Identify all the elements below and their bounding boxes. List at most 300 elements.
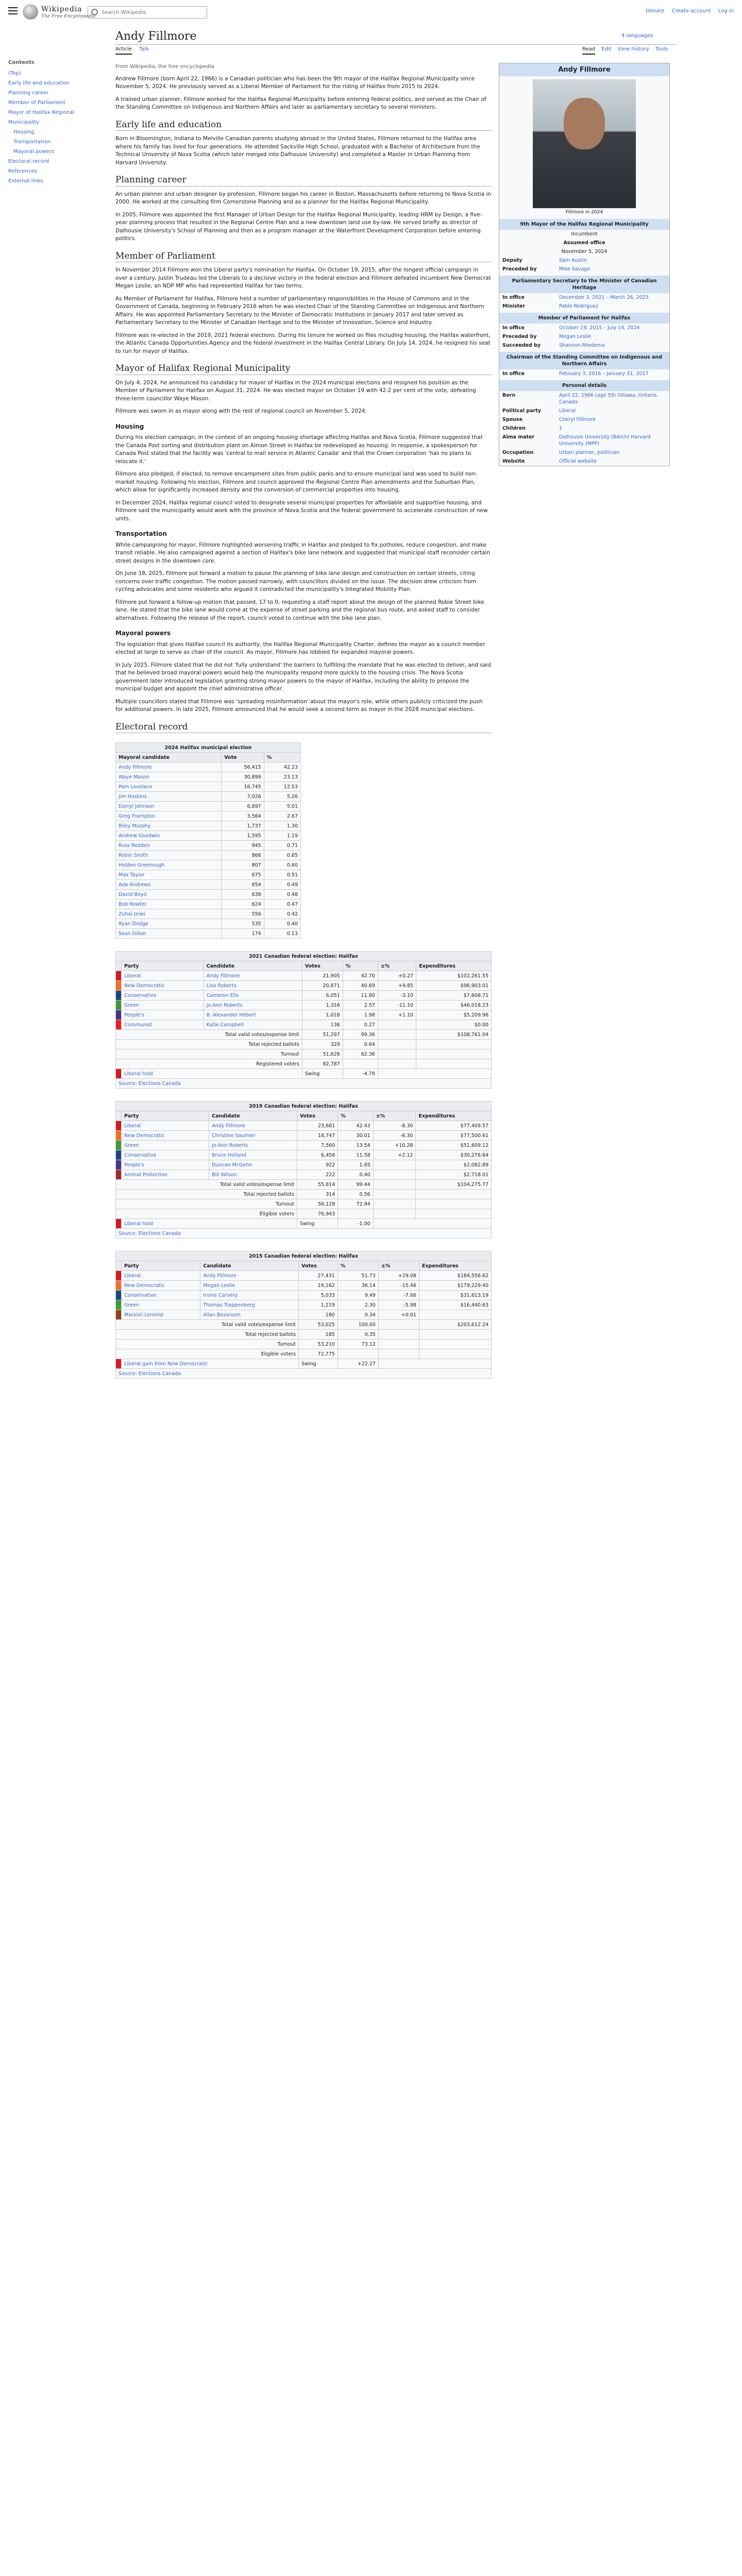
table-cell: 30,899 (222, 772, 264, 782)
language-button[interactable]: 4 languages (621, 33, 653, 39)
table-cell (373, 1209, 416, 1219)
table-cell: 1.30 (264, 821, 300, 831)
table-cell: 82,787 (302, 1059, 343, 1069)
table-cell[interactable]: Bill Wilson (209, 1170, 297, 1180)
table-cell: 11.80 (343, 991, 378, 1001)
table-cell: 222 (297, 1170, 338, 1180)
table-cell: 7,560 (297, 1141, 338, 1150)
table-source[interactable]: Source: Elections Canada (116, 1369, 492, 1379)
infobox-value[interactable]: Liberal (559, 408, 576, 414)
table-cell (416, 1059, 492, 1069)
table-cell (416, 1199, 492, 1209)
table-cell: 1.19 (264, 831, 300, 841)
infobox-key: In office (502, 371, 525, 377)
column-header: ±% (378, 961, 416, 971)
table-cell (378, 1030, 416, 1040)
table-row (116, 772, 301, 782)
tab-tools[interactable]: Tools (655, 46, 668, 52)
column-header: Votes (297, 1111, 338, 1121)
swing-value: +22.27 (338, 1359, 378, 1369)
table-cell: 55,814 (297, 1180, 338, 1190)
table-cell: 2.57 (343, 1001, 378, 1010)
table-cell: 314 (297, 1190, 338, 1199)
toc-item[interactable]: Mayoral powers (13, 149, 55, 155)
toc-item[interactable]: Mayor of Halifax Regional Municipality (8, 110, 74, 125)
table-cell (416, 1049, 492, 1059)
infobox-value[interactable]: Sam Austin (559, 258, 587, 263)
toc-item[interactable]: (Top) (8, 71, 21, 76)
lead-paragraph: Andrew Fillmore (born April 22, 1966) is a Canadian politician who has been the 9th mayor of the Halifax Regional Municipality since November 5, 2024. He previously served as a Liberal Member of Parliament for the riding of Halifax from 2015 to 2024. (115, 75, 475, 90)
table-cell (378, 1040, 416, 1049)
totals-row (116, 1349, 492, 1359)
infobox-value[interactable]: February 3, 2016 – January 31, 2017 (559, 371, 649, 377)
table-cell[interactable]: New Democratic (122, 1281, 200, 1291)
infobox-row (499, 457, 669, 466)
assumed-office-label: Assumed office (563, 240, 605, 246)
table-caption-row (116, 1251, 492, 1261)
table-row (116, 860, 301, 870)
table-cell[interactable]: Conservative (122, 991, 204, 1001)
infobox-section-header: Personal details (499, 380, 669, 391)
party-color-swatch (116, 991, 122, 1001)
table-cell: $104,275.77 (416, 1180, 492, 1190)
totals-row (116, 1330, 492, 1340)
table-cell: 0.47 (264, 900, 300, 909)
table-cell[interactable]: Riley Murphy (116, 821, 222, 831)
incumbent-label: Incumbent (571, 231, 598, 237)
table-row (116, 1150, 492, 1160)
table-cell: $102,261.55 (416, 971, 492, 981)
table-cell[interactable]: Duncan McGenn (209, 1160, 297, 1170)
table-cell: 62.36 (343, 1049, 378, 1059)
infobox-key: Political party (502, 408, 542, 414)
table-cell[interactable]: Thomas Trappenberg (200, 1300, 299, 1310)
column-header: ±% (373, 1111, 416, 1121)
totals-row (116, 1030, 492, 1040)
infobox-value[interactable]: Shannon Miedema (559, 343, 605, 348)
toc-item[interactable]: Member of Parliament (8, 100, 65, 106)
table-cell: 180 (299, 1310, 338, 1320)
party-color-swatch (116, 1310, 122, 1320)
table-cell[interactable]: Liberal (122, 1121, 209, 1131)
swing-label: Swing (302, 1069, 343, 1079)
table-cell: 16,745 (222, 782, 264, 792)
table-cell[interactable]: Ada Andrews (116, 880, 222, 890)
title-divider (115, 44, 677, 45)
totals-label: Eligible voters (116, 1209, 297, 1219)
table-cell[interactable]: People's (122, 1010, 204, 1020)
table-cell[interactable]: Andy Fillmore (209, 1121, 297, 1131)
portrait-photo[interactable] (533, 79, 636, 208)
table-cell[interactable]: Greg Frampton (116, 811, 222, 821)
infobox-key: Occupation (502, 450, 534, 455)
totals-label: Turnout (116, 1049, 302, 1059)
table-row (116, 1160, 492, 1170)
table-cell (373, 1180, 416, 1190)
table-cell (373, 1199, 416, 1209)
table-cell[interactable]: Ryan Dodge (116, 919, 222, 929)
table-cell: -3.10 (378, 991, 416, 1001)
table-cell[interactable]: Andy Fillmore (116, 762, 222, 772)
column-header: Party (122, 1261, 200, 1271)
table-cell (378, 1349, 419, 1359)
table-cell[interactable]: Katie Campbell (204, 1020, 302, 1030)
table-caption-row (116, 952, 492, 961)
party-color-swatch (116, 1359, 122, 1369)
infobox-value[interactable]: Mike Savage (559, 266, 591, 272)
table-cell (338, 1349, 378, 1359)
table-row (116, 1020, 492, 1030)
table-cell: 1.98 (343, 1010, 378, 1020)
table-cell[interactable]: Bob Rowter (116, 900, 222, 909)
totals-label: Registered voters (116, 1059, 302, 1069)
infobox-row (499, 424, 669, 433)
table-cell (419, 1330, 491, 1340)
create-account-link[interactable]: Create account (671, 8, 711, 14)
section-heading: Transportation (115, 530, 167, 537)
table-caption: 2021 Canadian federal election: Halifax (116, 952, 492, 961)
totals-label: Turnout (116, 1340, 299, 1349)
table-row (116, 811, 301, 821)
toc-item[interactable]: Early life and education (8, 80, 70, 86)
column-header (116, 961, 122, 971)
tab-edit[interactable]: Edit (601, 46, 612, 52)
column-header: Expenditures (419, 1261, 491, 1271)
column-header: Expenditures (416, 961, 492, 971)
infobox-row (499, 369, 669, 378)
toc-item[interactable]: Electoral record (8, 159, 49, 164)
tab-talk[interactable]: Talk (139, 46, 149, 52)
table-cell: 1,737 (222, 821, 264, 831)
table-cell[interactable]: Darryl Johnson (116, 802, 222, 811)
infobox-value[interactable]: Dalhousie University (BArch) Harvard University (MPP) (559, 434, 651, 447)
table-cell: 30.01 (338, 1131, 373, 1141)
column-header: Candidate (204, 961, 302, 971)
totals-label: Turnout (116, 1199, 297, 1209)
table-cell: 9.49 (338, 1291, 378, 1300)
table-cell: +0.01 (378, 1310, 419, 1320)
infobox-value[interactable]: Pablo Rodriguez (559, 303, 599, 309)
table-source[interactable]: Source: Elections Canada (116, 1079, 492, 1089)
table-cell[interactable]: Liberal (122, 1271, 200, 1281)
table-cell[interactable]: Conservative (122, 1150, 209, 1160)
toc-item[interactable]: Housing (13, 129, 35, 135)
swing-value: -4.79 (343, 1069, 378, 1079)
table-cell: $0.00 (416, 1020, 492, 1030)
table-cell: 624 (222, 900, 264, 909)
table-row (116, 1010, 492, 1020)
table-cell[interactable]: Cameron Ells (204, 991, 302, 1001)
section-paragraph: Fillmore was re-elected in the 2019, 2021 federal elections. During his tenure he worked on files including housing, the Halifax waterfront, the Atlantic Canada Opportunities Agency and the federal investment in the Halifax Central Library. On July 14, 2024, he resigned his seat to run for mayor of Halifax. (115, 332, 491, 354)
search-input[interactable] (100, 8, 206, 17)
table-cell[interactable]: Megan Leslie (200, 1281, 299, 1291)
totals-row (116, 1340, 492, 1349)
table-cell: 329 (302, 1040, 343, 1049)
municipal-election-table (115, 742, 301, 939)
search-icon (91, 9, 98, 15)
table-row (116, 802, 301, 811)
table-cell: 638 (222, 890, 264, 900)
infobox-key: Minister (502, 303, 526, 309)
table-row (116, 870, 301, 880)
infobox-value[interactable]: Megan Leslie (559, 334, 591, 340)
table-cell: $31,613.19 (419, 1291, 491, 1300)
section-heading: Mayor of Halifax Regional Municipality (115, 365, 492, 375)
infobox-key: In office (502, 325, 525, 331)
column-header: Expenditures (416, 1111, 492, 1121)
wikipedia-globe-logo[interactable] (23, 4, 38, 20)
column-header: % (338, 1261, 378, 1271)
column-header (116, 1111, 122, 1121)
search-box[interactable] (88, 6, 207, 19)
table-cell[interactable]: Jim Hoskins (116, 792, 222, 802)
table-caption: 2024 Halifax municipal election (116, 743, 301, 753)
table-cell: 73.12 (338, 1340, 378, 1349)
table-cell[interactable]: B. Alexander Hébert (204, 1010, 302, 1020)
table-row (116, 1121, 492, 1131)
infobox-value[interactable]: Official website (559, 459, 597, 464)
totals-row (116, 1180, 492, 1190)
table-cell: $96,903.01 (416, 981, 492, 991)
hold-row (116, 1069, 492, 1079)
table-cell: -5.98 (378, 1300, 419, 1310)
table-cell: 7,026 (222, 792, 264, 802)
table-cell[interactable]: Andy Fillmore (204, 971, 302, 981)
table-cell: $179,229.40 (419, 1281, 491, 1291)
table-cell[interactable]: Communist (122, 1020, 204, 1030)
totals-row (116, 1199, 492, 1209)
column-header: % (338, 1111, 373, 1121)
column-header: Votes (302, 961, 343, 971)
table-cell[interactable]: Waye Mason (116, 772, 222, 782)
table-cell: -15.46 (378, 1281, 419, 1291)
assumed-office-date: November 5, 2024 (561, 249, 608, 255)
hold-label[interactable]: Liberal gain from New Democratic (122, 1359, 299, 1369)
from-wikipedia: From Wikipedia, the free encyclopedia (115, 64, 214, 70)
table-cell[interactable]: Green (122, 1141, 209, 1150)
table-cell: 23,681 (297, 1121, 338, 1131)
table-cell: +10.28 (373, 1141, 416, 1150)
table-cell[interactable]: Ross Redden (116, 841, 222, 851)
table-cell: 0.40 (264, 919, 300, 929)
table-row (116, 929, 301, 939)
table-cell[interactable]: Irvine Carvery (200, 1291, 299, 1300)
table-cell: 16,747 (297, 1131, 338, 1141)
table-cell: 72.94 (338, 1199, 373, 1209)
party-color-swatch (116, 1170, 122, 1180)
infobox-value[interactable]: Urban planner, politician (559, 450, 620, 455)
table-cell[interactable]: New Democratic (122, 981, 204, 991)
infobox-row (499, 448, 669, 457)
main-menu-icon[interactable] (8, 7, 18, 14)
infobox-value[interactable]: October 19, 2015 – July 14, 2024 (559, 325, 640, 331)
toc-item[interactable]: References (8, 168, 37, 174)
table-cell: 51,626 (302, 1049, 343, 1059)
table-cell[interactable]: Bruce Holland (209, 1150, 297, 1160)
table-cell (419, 1340, 491, 1349)
table-cell: 13.54 (338, 1141, 373, 1150)
table-row (116, 890, 301, 900)
table-cell: 6,456 (297, 1150, 338, 1160)
toc-item[interactable]: Planning career (8, 90, 49, 96)
tab-view-history[interactable]: View history (617, 46, 649, 52)
table-cell: 0.51 (264, 870, 300, 880)
infobox-key: Born (502, 393, 516, 398)
tab-read[interactable]: Read (582, 46, 595, 55)
infobox-value[interactable]: 1 (559, 426, 563, 431)
table-cell: 0.71 (264, 841, 300, 851)
infobox-office: 9th Mayor of the Halifax Regional Municipality (499, 219, 669, 230)
table-cell[interactable]: Liberal (122, 971, 204, 981)
section-paragraph: The legislation that gives Halifax council its authority, the Halifax Regional Municipality Charter, defines the mayor as a council member elected at large to serve as chair of the council. As mayor, Fillmore has lobbied for expanded mayoral powers. (115, 641, 485, 655)
table-cell[interactable]: Green (122, 1300, 200, 1310)
table-cell[interactable]: Conservative (122, 1291, 200, 1300)
table-row (116, 1281, 492, 1291)
infobox-section-header: Chairman of the Standing Committee on Indigenous and Northern Affairs (499, 352, 669, 369)
table-cell: $184,556.62 (419, 1271, 491, 1281)
tab-article[interactable]: Article (115, 46, 132, 55)
table-cell[interactable]: Jo-Ann Roberts (209, 1141, 297, 1150)
table-cell[interactable]: Max Taylor (116, 870, 222, 880)
table-cell: +2.12 (373, 1150, 416, 1160)
table-cell[interactable]: Zuhal Jeiwi (116, 909, 222, 919)
table-cell: 0.65 (264, 851, 300, 860)
section-paragraph: While campaigning for mayor, Fillmore highlighted worsening traffic in Halifax and pledged to fix potholes, reduce congestion, and make transit reliable. He also campaigned against a section of Halifax's bike lane network and suggested that municipal staff reconsider certain street designs in the downtown core. (115, 541, 490, 564)
login-link[interactable]: Log in (718, 8, 734, 14)
table-cell: 0.35 (338, 1330, 378, 1340)
section-heading: Mayoral powers (115, 630, 171, 637)
table-cell: -8.30 (373, 1121, 416, 1131)
table-cell: 51,297 (302, 1030, 343, 1040)
table-header-row (116, 1261, 492, 1271)
table-cell[interactable]: Robin Smith (116, 851, 222, 860)
table-cell[interactable]: Sean Dillon (116, 929, 222, 939)
party-color-swatch (116, 1160, 122, 1170)
table-cell: 53,210 (299, 1340, 338, 1349)
table-cell: 1,219 (299, 1300, 338, 1310)
table-row (116, 762, 301, 772)
column-header: % (343, 961, 378, 971)
table-row (116, 1271, 492, 1281)
table-cell: 76,943 (297, 1209, 338, 1219)
table-cell: 922 (297, 1160, 338, 1170)
table-row (116, 981, 492, 991)
table-row (116, 880, 301, 890)
table-cell: +1.10 (378, 1010, 416, 1020)
table-cell[interactable]: People's (122, 1160, 209, 1170)
hold-label[interactable]: Liberal hold (122, 1219, 297, 1229)
table-cell: 1,018 (302, 1010, 343, 1020)
table-cell: 1,595 (222, 831, 264, 841)
infobox-key: Alma mater (502, 434, 535, 440)
table-header-row (116, 753, 301, 762)
table-cell: $2,082.89 (416, 1160, 492, 1170)
toc-item[interactable]: External links (8, 178, 43, 184)
table-cell: 51.73 (338, 1271, 378, 1281)
totals-label: Total rejected ballots (116, 1190, 297, 1199)
toc-item[interactable]: Transportation (13, 139, 51, 145)
table-cell[interactable]: Jo-Ann Roberts (204, 1001, 302, 1010)
table-cell[interactable]: Holden Greenough (116, 860, 222, 870)
table-cell: 1,316 (302, 1001, 343, 1010)
table-cell[interactable]: Green (122, 1001, 204, 1010)
table-cell[interactable]: Pam Lovelace (116, 782, 222, 792)
donate-link[interactable]: Donate (646, 8, 665, 14)
party-color-swatch (116, 1069, 122, 1079)
table-cell (378, 1059, 416, 1069)
infobox-value[interactable]: Cheryl Fillmore (559, 417, 596, 422)
table-cell: $108,761.04 (416, 1030, 492, 1040)
table-cell: 40.69 (343, 981, 378, 991)
table-cell[interactable]: David Boyd (116, 890, 222, 900)
table-cell: $2,718.01 (416, 1170, 492, 1180)
results-table (115, 1101, 492, 1239)
party-color-swatch (116, 1300, 122, 1310)
table-row (116, 1131, 492, 1141)
table-row (116, 792, 301, 802)
table-cell: 72,775 (299, 1349, 338, 1359)
table-cell: 6,051 (302, 991, 343, 1001)
totals-row (116, 1059, 492, 1069)
party-color-swatch (116, 1291, 122, 1300)
infobox-value[interactable]: April 22, 1966 (age 59) Ottawa, Ontario, Canada (559, 393, 659, 405)
table-row (116, 1141, 492, 1150)
hold-label[interactable]: Liberal hold (122, 1069, 302, 1079)
table-cell[interactable]: Lisa Roberts (204, 981, 302, 991)
table-row (116, 851, 301, 860)
section-paragraph: Fillmore also pledged, if elected, to remove encampment sites from public parks and to ensure municipal land was used to build non-market housing. Following his election, Fillmore and council approved the Regional Centre Plan amendments and the Suburban Plan, which allow for significantly increased density and the conversion of commercial properties into housing. (115, 471, 478, 493)
infobox-row (499, 332, 669, 341)
party-color-swatch (116, 1001, 122, 1010)
totals-label: Total valid votes/expense limit (116, 1180, 297, 1190)
section-heading: Member of Parliament (115, 252, 492, 263)
federal-election-table (115, 1251, 492, 1379)
wikipedia-wordmark[interactable]: Wikipedia (41, 5, 82, 13)
hold-row (116, 1219, 492, 1229)
table-caption: 2015 Canadian federal election: Halifax (116, 1251, 492, 1261)
table-cell: 556 (222, 909, 264, 919)
table-cell[interactable]: Andy Fillmore (200, 1271, 299, 1281)
section-paragraph: Multiple councillors stated that Fillmore was 'spreading misinformation' about the mayor's role, while others publicly criticized the push for additional powers. In late 2025, Fillmore announced that he would seek a second term as mayor in the 2028 municipal elections. (115, 698, 483, 713)
table-cell: 5,033 (299, 1291, 338, 1300)
infobox-value[interactable]: December 3, 2021 – March 26, 2023 (559, 295, 649, 300)
table-cell: 42.23 (264, 762, 300, 772)
section-paragraph: On July 4, 2024, he announced his candidacy for mayor of Halifax in the 2024 municipal elections and resigned his position as the Member of Parliament for Halifax on August 31, 2024. He was elected mayor on October 19 with 42.2 per cent of the vote, defeating three-term councillor Waye Mason. (115, 379, 476, 402)
table-cell: 535 (222, 919, 264, 929)
table-row (116, 919, 301, 929)
table-cell: -7.66 (378, 1291, 419, 1300)
table-caption-row (116, 743, 301, 753)
table-row (116, 1310, 492, 1320)
table-cell: 0.34 (338, 1310, 378, 1320)
table-of-contents (8, 60, 101, 186)
table-cell[interactable]: Andrew Goodwin (116, 831, 222, 841)
table-cell[interactable]: Allan Bezanson (200, 1310, 299, 1320)
table-cell[interactable]: Animal Protection (122, 1170, 209, 1180)
section-paragraph: During his election campaign, in the context of an ongoing housing shortage affecting Halifax and Nova Scotia, Fillmore suggested that the Canada Post sorting and distribution plant on Almon Street in Halifax be redeveloped as housing. In response, a spokesperson for Canada Post stated that the facility was 'central to mail service in Atlantic Canada' and that the Crown corporation 'has no plans to relocate it.' (115, 434, 483, 465)
table-cell[interactable]: Marxist–Leninist (122, 1310, 200, 1320)
source-row (116, 1229, 492, 1239)
infobox-row (499, 433, 669, 448)
table-cell (373, 1170, 416, 1180)
section-heading: Electoral record (115, 723, 492, 734)
table-cell[interactable]: New Democratic (122, 1131, 209, 1141)
table-cell (338, 1209, 373, 1219)
table-cell: $16,440.63 (419, 1300, 491, 1310)
table-source[interactable]: Source: Elections Canada (116, 1229, 492, 1239)
table-cell[interactable]: Christine Saulnier (209, 1131, 297, 1141)
table-cell: 0.27 (343, 1020, 378, 1030)
